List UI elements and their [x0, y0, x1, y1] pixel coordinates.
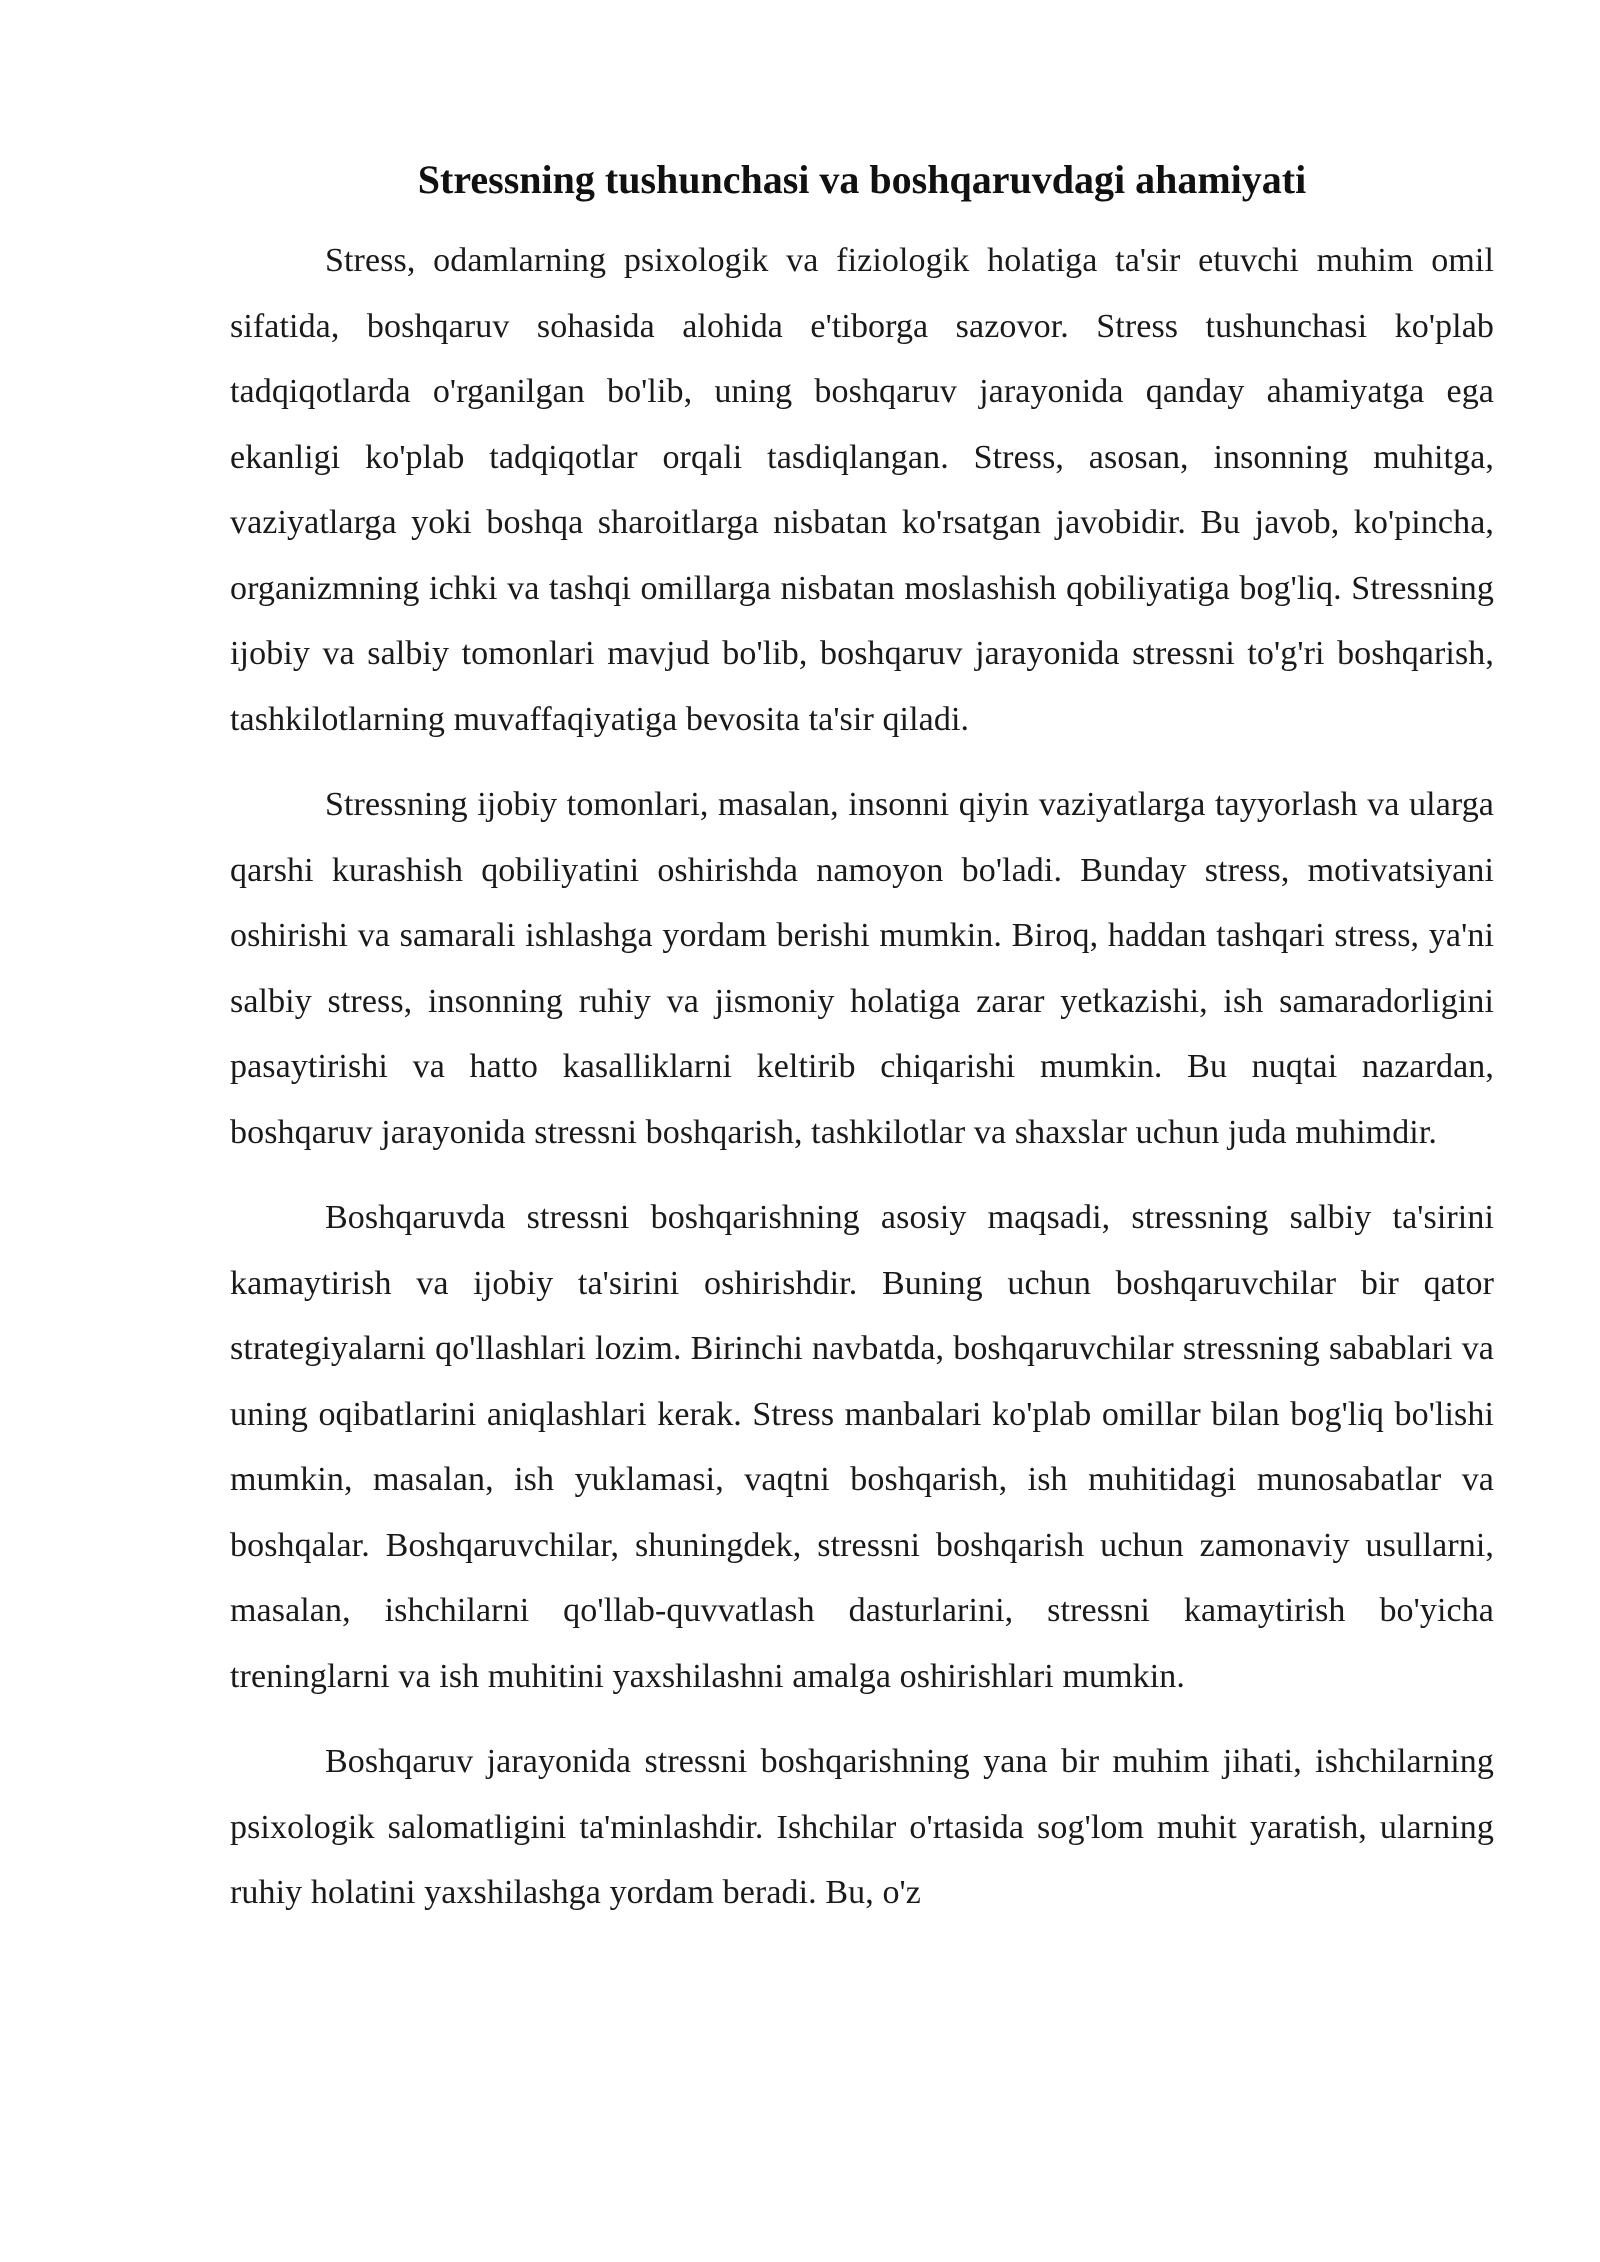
paragraph-1: Stress, odamlarning psixologik va fiziologik holatiga ta'sir etuvchi muhim omil sifatida, boshqaruv sohasida alohida e'tiborga sazovor. Stress tushunchasi ko'plab tadqiqotlarda o'rganilgan bo'lib, uning boshqaruv jarayonida qanday ahamiyatga ega ekanligi ko'plab tadqiqotlar orqali tasdiqlangan. Stress, asosan, insonning muhitga, vaziyatlarga yoki boshqa sharoitlarga nisbatan ko'rsatgan javobidir. Bu javob, ko'pincha, organizmning ichki va tashqi omillarga nisbatan moslashish qobiliyatiga bog'liq. Stressning ijobiy va salbiy tomonlari mavjud bo'lib, boshqaruv jarayonida stressni to'g'ri boshqarish, tashkilotlarning muvaffaqiyatiga bevosita ta'sir qiladi.: [230, 242, 1494, 738]
paragraph-2: Stressning ijobiy tomonlari, masalan, insonni qiyin vaziyatlarga tayyorlash va ularga qarshi kurashish qobiliyatini oshirishda namoyon bo'ladi. Bunday stress, motivatsiyani oshirishi va samarali ishlashga yordam berishi mumkin. Biroq, haddan tashqari stress, ya'ni salbiy stress, insonning ruhiy va jismoniy holatiga zarar yetkazishi, ish samaradorligini pasaytirishi va hatto kasalliklarni keltirib chiqarishi mumkin. Bu nuqtai nazardan, boshqaruv jarayonida stressni boshqarish, tashkilotlar va shaxslar uchun juda muhimdir.: [230, 786, 1494, 1151]
paragraph-3: Boshqaruvda stressni boshqarishning asosiy maqsadi, stressning salbiy ta'sirini kamaytirish va ijobiy ta'sirini oshirishdir. Buning uchun boshqaruvchilar bir qator strategiyalarni qo'llashlari lozim. Birinchi navbatda, boshqaruvchilar stressning sabablari va uning oqibatlarini aniqlashlari kerak. Stress manbalari ko'plab omillar bilan bog'liq bo'lishi mumkin, masalan, ish yuklamasi, vaqtni boshqarish, ish muhitidagi munosabatlar va boshqalar. Boshqaruvchilar, shuningdek, stressni boshqarish uchun zamonaviy usullarni, masalan, ishchilarni qo'llab-quvvatlash dasturlarini, stressni kamaytirish bo'yicha treninglarni va ish muhitini yaxshilashni amalga oshirishlari mumkin.: [230, 1199, 1494, 1695]
document-title: Stressning tushunchasi va boshqaruvdagi ahamiyati: [417, 157, 1307, 202]
document-page: [230, 150, 1494, 1946]
paragraph-4: Boshqaruv jarayonida stressni boshqarishning yana bir muhim jihati, ishchilarning psixologik salomatligini ta'minlashdir. Ishchilar o'rtasida sog'lom muhit yaratish, ularning ruhiy holatini yaxshilashga yordam beradi. Bu, o'z: [230, 1743, 1494, 1911]
